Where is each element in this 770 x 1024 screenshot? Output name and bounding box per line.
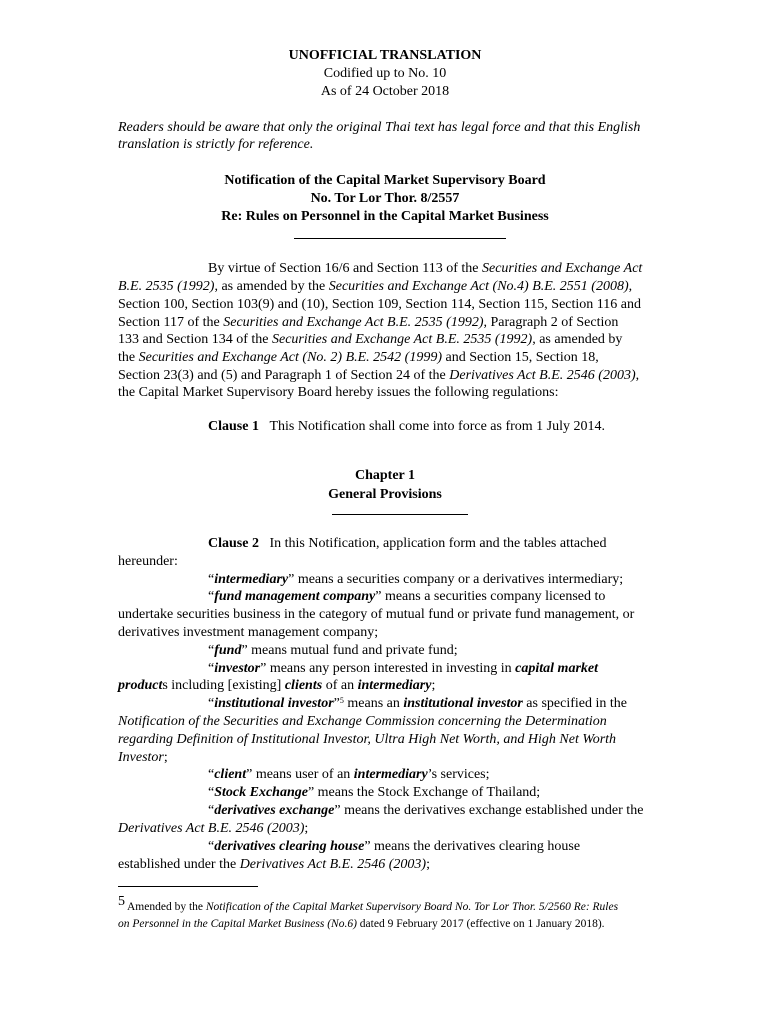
definition-fund: “fund” means mutual fund and private fund; [208,643,458,658]
definition-investor: “investor” means any person interested in investing in capital market [208,661,598,676]
definition-continued: products including [existing] clients of an intermediary; [118,678,436,693]
clause-2: Clause 2 In this Notification, application form and the tables attached [208,536,607,551]
preamble-line: Section 100, Section 103(9) and (10), Section 109, Section 114, Section 115, Section 116 and [118,297,641,312]
clause-label: Clause 2 [208,536,259,551]
preamble-line: the Securities and Exchange Act (No. 2) B.E. 2542 (1999) and Section 15, Section 18, [118,350,599,365]
definition-derivatives-exchange: “derivatives exchange” means the derivatives exchange established under the [208,803,644,818]
definition-stock-exchange: “Stock Exchange” means the Stock Exchange of Thailand; [208,785,541,800]
footnote: 5 Amended by the Notification of the Capital Market Supervisory Board No. Tor Lor Thor. 5/2560 Re: Rules [118,894,619,913]
preamble-line: 133 and Section 134 of the Securities and Exchange Act B.E. 2535 (1992), as amended by [118,332,623,347]
definition-continued: Investor; [118,750,168,765]
notification-title: Notification of the Capital Market Supervisory Board [224,173,546,188]
definition-fund-management-company: “fund management company” means a securities company licensed to [208,589,606,604]
clause-1: Clause 1 This Notification shall come into force as from 1 July 2014. [208,419,605,434]
codified-note: Codified up to No. 10 [323,66,447,81]
definition-derivatives-clearing-house: “derivatives clearing house” means the derivatives clearing house [208,839,581,854]
preamble-line: Section 23(3) and (5) and Paragraph 1 of Section 24 of the Derivatives Act B.E. 2546 (2003), [118,368,640,383]
preamble-line: Section 117 of the Securities and Exchange Act B.E. 2535 (1992), Paragraph 2 of Section [118,315,619,330]
definition-continued: established under the Derivatives Act B.E. 2546 (2003); [118,857,430,872]
definition-continued: regarding Definition of Institutional Investor, Ultra High Net Worth, and High Net Worth [118,732,617,747]
document-header-title: UNOFFICIAL TRANSLATION [288,48,482,63]
notification-number: No. Tor Lor Thor. 8/2557 [310,191,460,206]
chapter-heading: Chapter 1 [354,468,416,483]
definition-intermediary: “intermediary” means a securities company or a derivatives intermediary; [208,572,624,587]
definition-continued: derivatives investment management company; [118,625,379,640]
preamble-line: By virtue of Section 16/6 and Section 113 of the Securities and Exchange Act [208,261,643,276]
definition-institutional-investor: “institutional investor”$^5$ means an institutional investor as specified in the [208,696,627,711]
footnote-reference: 5 [339,696,344,705]
definition-client: “client” means user of an intermediary’s services; [208,767,490,782]
disclaimer-line-1: Readers should be aware that only the original Thai text has legal force and that this English [118,120,641,135]
as-of-date: As of 24 October 2018 [320,84,450,99]
disclaimer-line-2: translation is strictly for reference. [118,137,314,152]
chapter-divider [332,514,468,515]
title-divider [294,238,506,239]
clause-label: Clause 1 [208,419,259,434]
preamble-line: B.E. 2535 (1992), as amended by the Securities and Exchange Act (No.4) B.E. 2551 (2008), [118,279,633,294]
footnote-divider [118,886,258,887]
footnote-number: 5 [118,894,125,909]
definition-continued: undertake securities business in the category of mutual fund or private fund management, or [118,607,635,622]
notification-subject: Re: Rules on Personnel in the Capital Market Business [221,209,549,224]
definition-continued: Derivatives Act B.E. 2546 (2003); [118,821,309,836]
preamble-line: the Capital Market Supervisory Board hereby issues the following regulations: [118,385,559,400]
clause-2-continued: hereunder: [118,554,178,569]
definition-continued: Notification of the Securities and Exchange Commission concerning the Determination [118,714,607,729]
footnote-continued: on Personnel in the Capital Market Business (No.6) dated 9 February 2017 (effective on 1 January 2018). [118,918,605,930]
chapter-title: General Provisions [328,487,442,502]
